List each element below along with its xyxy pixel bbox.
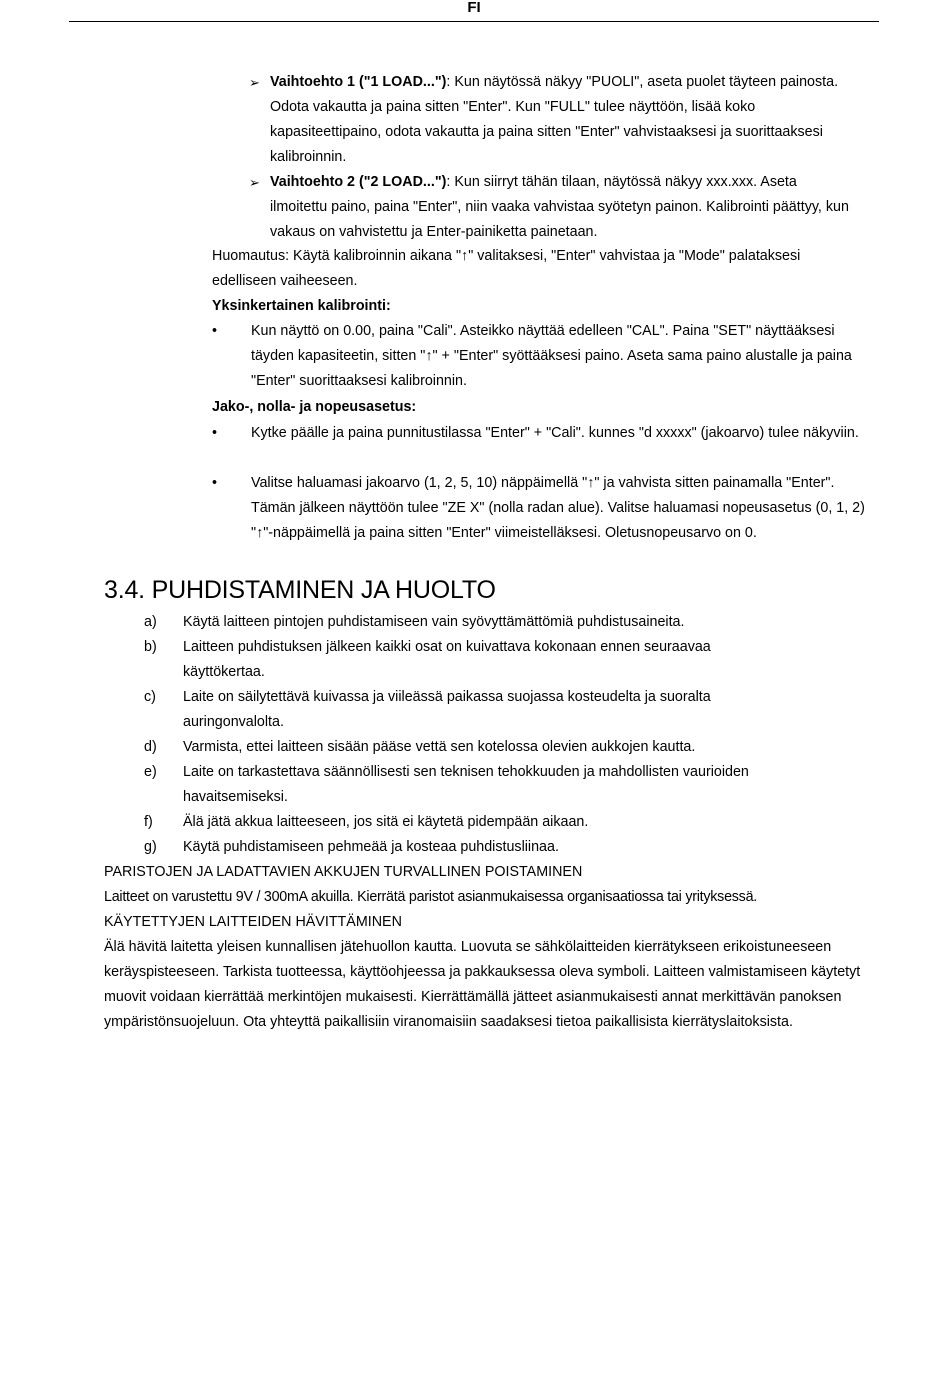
bullet-dot-icon: • bbox=[212, 425, 218, 441]
list-item-text: Älä jätä akkua laitteeseen, jos sitä ei käytetä pidempään aikaan. bbox=[183, 814, 589, 830]
option-1-text: : Kun näytössä näkyy "PUOLI", aseta puolet täyteen painosta. Odota vakautta ja paina sitten "Enter". Kun "FULL" tulee näyttöön, lisää koko kapasiteettipaino, odota vakautta ja paina sitten "Enter" vahvistaaksesi ja suorittaaksesi kalibroinnin. bbox=[270, 74, 839, 165]
division-settings-text-2: Valitse haluamasi jakoarvo (1, 2, 5, 10) näppäimellä "↑" ja vahvista sitten painamalla "Enter". Tämän jälkeen näyttöön tulee "ZE X" (nolla radan alue). Valitse haluamasi nopeusasetus (0, 1, 2) "↑"-näppäimellä ja paina sitten "Enter" viimeistelläksesi. Oletusnopeusarvo on 0. bbox=[251, 475, 865, 541]
list-marker: c) bbox=[144, 689, 156, 705]
list-marker: f) bbox=[144, 814, 153, 830]
simple-calibration-text: Kun näyttö on 0.00, paina "Cali". Asteikko näyttää edelleen "CAL". Paina "SET" näyttääksesi täyden kapasiteetin, sitten "↑" + "Enter" syöttääksesi paino. Aseta sama paino alustalle ja paina "Enter" suorittaaksesi kalibroinnin. bbox=[251, 323, 852, 389]
list-marker: a) bbox=[144, 614, 157, 630]
option-1-label: Vaihtoehto 1 ("1 LOAD...") bbox=[270, 74, 447, 90]
list-item-text: Varmista, ettei laitteen sisään pääse vettä sen kotelossa olevien aukkojen kautta. bbox=[183, 739, 696, 755]
device-disposal-text: Älä hävitä laitetta yleisen kunnallisen jätehuollon kautta. Luovuta se sähkölaitteiden kierrätykseen erikoistuneeseen keräyspisteeseen. Tarkista tuotteessa, käyttöohjeessa ja pakkauksessa oleva symboli. Laitteen valmistamiseen käytetyt muovit voidaan kierrättää merkintöjen mukaisesti. Kierrättämällä jätteet asianmukaisesti annat merkittävän panoksen ympäristönsuojeluun. Ota yhteyttä paikallisiin viranomaisiin saadaksesi tietoa paikallisista kierrätyslaitoksista. bbox=[104, 939, 861, 1030]
simple-calibration-title: Yksinkertainen kalibrointi: bbox=[212, 298, 391, 314]
division-settings-title: Jako-, nolla- ja nopeusasetus: bbox=[212, 399, 417, 415]
arrowhead-bullet-icon: ➢ bbox=[249, 75, 260, 90]
list-marker: e) bbox=[144, 764, 157, 780]
device-disposal-title: KÄYTETTYJEN LAITTEIDEN HÄVITTÄMINEN bbox=[104, 914, 402, 930]
battery-disposal-title: PARISTOJEN JA LADATTAVIEN AKKUJEN TURVALLINEN POISTAMINEN bbox=[104, 864, 583, 880]
list-item bbox=[144, 810, 844, 835]
page-header-language: FI bbox=[69, 0, 879, 22]
list-marker: g) bbox=[144, 839, 157, 855]
section-heading: 3.4. PUHDISTAMINEN JA HUOLTO bbox=[104, 576, 496, 604]
battery-disposal-text: Laitteet on varustettu 9V / 300mA akuilla. Kierrätä paristot asianmukaisessa organisaatiossa tai yrityksessä. bbox=[104, 889, 757, 905]
list-item-text: Käytä laitteen pintojen puhdistamiseen vain syövyttämättömiä puhdistusaineita. bbox=[183, 614, 685, 630]
option-1-item bbox=[249, 70, 849, 170]
list-item bbox=[144, 610, 844, 635]
list-item bbox=[144, 835, 844, 860]
list-item bbox=[144, 635, 844, 685]
list-item-text: Laitteen puhdistuksen jälkeen kaikki osat on kuivattava kokonaan ennen seuraavaa käyttökertaa. bbox=[183, 639, 711, 680]
list-item bbox=[144, 760, 844, 810]
list-item-text: Laite on säilytettävä kuivassa ja viileässä paikassa suojassa kosteudelta ja suoralta auringonvalolta. bbox=[183, 689, 711, 730]
list-marker: b) bbox=[144, 639, 157, 655]
calibration-note: Huomautus: Käytä kalibroinnin aikana "↑" valitaksesi, "Enter" vahvistaa ja "Mode" palataksesi edelliseen vaiheeseen. bbox=[212, 248, 801, 289]
list-item-text: Laite on tarkastettava säännöllisesti sen teknisen tehokkuuden ja mahdollisten vaurioiden havaitsemiseksi. bbox=[183, 764, 749, 805]
list-item bbox=[144, 685, 844, 735]
list-item-text: Käytä puhdistamiseen pehmeää ja kosteaa puhdistusliinaa. bbox=[183, 839, 559, 855]
option-2-label: Vaihtoehto 2 ("2 LOAD...") bbox=[270, 174, 447, 190]
bullet-dot-icon: • bbox=[212, 323, 218, 339]
list-item bbox=[212, 421, 877, 446]
arrowhead-bullet-icon: ➢ bbox=[249, 175, 260, 190]
list-item bbox=[144, 735, 844, 760]
division-settings-text-1: Kytke päälle ja paina punnitustilassa "Enter" + "Cali". kunnes "d xxxxx" (jakoarvo) tulee näkyviin. bbox=[251, 425, 859, 441]
list-marker: d) bbox=[144, 739, 157, 755]
list-item bbox=[212, 471, 877, 546]
list-item bbox=[212, 319, 877, 394]
bullet-dot-icon: • bbox=[212, 475, 218, 491]
option-2-text: : Kun siirryt tähän tilaan, näytössä näkyy xxx.xxx. Aseta ilmoitettu paino, paina "Enter", niin vaaka vahvistaa syötetyn painon. Kalibrointi päättyy, kun vakaus on vahvistettu ja Enter-painiketta painetaan. bbox=[270, 174, 849, 240]
option-2-item bbox=[249, 170, 849, 245]
